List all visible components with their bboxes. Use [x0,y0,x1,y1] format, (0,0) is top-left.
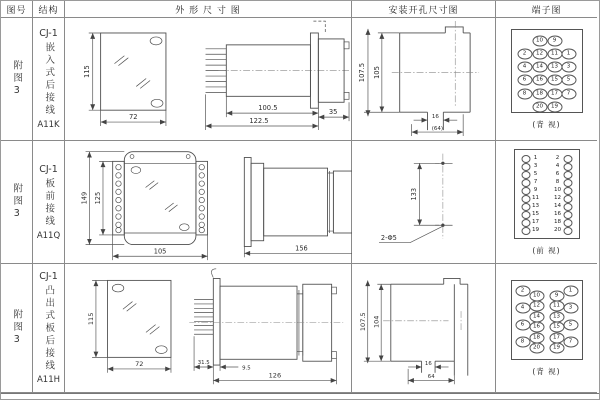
dim-label: 105 [153,246,166,255]
fig-no-label: 附图3 [11,182,23,222]
terminal-number: 15 [531,210,540,217]
terminal-9: 9 [547,35,562,46]
dim-label: 31.5 [197,359,210,366]
terminal-number: 12 [553,194,562,201]
view-label: (前 视) [532,245,561,255]
structure-a11k [33,18,65,141]
mount-label: 板前接线 [43,177,55,228]
dim-label: 72 [128,112,138,121]
terminal-15: 15 [549,321,564,332]
code-label: A11K [37,120,60,130]
terminal-17 [521,219,530,227]
fig-no-label: 附图3 [11,59,23,99]
terminal-16: 16 [529,321,544,332]
header-outline: 外 形 尺 寸 图 [65,1,352,18]
code-label: A11Q [36,230,61,241]
dim-label: 104 [371,315,380,328]
dim-label: 149 [80,191,89,204]
terminal-11: 11 [549,300,564,311]
terminal-number: 4 [555,162,560,169]
dim-label: 107.5 [358,311,367,331]
terminal-number: 10 [553,186,562,193]
terminal-7: 7 [561,88,576,99]
install-drawing-a11k [352,18,496,141]
dim-label: 64 [427,373,435,380]
fig-no-a11q [1,141,33,264]
terminal-14 [563,203,572,211]
terminal-6: 6 [517,74,532,85]
terminal-number: 19 [531,226,540,233]
dim-label: 16 [424,360,432,367]
install-drawing-a11q [352,141,496,264]
terminal-box [511,280,583,360]
terminal-4: 4 [515,302,530,313]
outline-drawing-a11k [65,18,352,141]
terminal-diagram-a11k [496,18,597,141]
install-drawing-a11h [352,264,496,393]
dim-label: 133 [409,187,418,201]
view-label: (背 视) [532,119,561,129]
terminal-number: 7 [533,178,538,185]
terminal-box [514,149,580,239]
terminal-number: 14 [553,202,562,209]
dim-label: 156 [294,243,308,252]
terminal-1: 1 [561,48,576,59]
dimension-table [1,1,599,394]
header-terminal: 端子图 [496,1,597,18]
terminal-9 [521,187,530,195]
terminal-4: 4 [517,61,532,72]
terminal-10: 10 [532,35,547,46]
terminal-number: 2 [555,154,560,161]
terminal-5: 5 [561,74,576,85]
terminal-2: 2 [515,285,530,296]
header-fig-no: 图号 [1,1,33,18]
terminal-19: 19 [549,342,564,353]
terminal-12 [563,195,572,203]
terminal-14: 14 [529,311,544,322]
dim-label: (64) [431,125,443,132]
terminal-13: 13 [547,61,562,72]
terminal-16: 16 [532,74,547,85]
dim-label: 122.5 [248,116,269,125]
mount-label: 嵌入式后接线 [43,42,55,117]
terminal-18 [563,219,572,227]
outline-drawing-a11q [65,141,352,264]
terminal-number: 5 [533,170,538,177]
terminal-12: 12 [529,300,544,311]
terminal-11 [521,195,530,203]
terminal-6 [563,171,572,179]
terminal-5 [521,171,530,179]
terminal-number: 6 [555,170,560,177]
terminal-box [511,29,583,113]
terminal-15: 15 [547,74,562,85]
terminal-3: 3 [561,61,576,72]
terminal-8: 8 [517,88,532,99]
model-label: CJ-1 [39,28,58,39]
structure-a11q [33,141,65,264]
terminal-number: 16 [553,210,562,217]
dim-label: 16 [431,113,439,120]
terminal-16 [563,211,572,219]
fig-no-label: 附图3 [11,308,23,348]
dim-label: 115 [86,312,95,325]
terminal-17: 17 [549,332,564,343]
terminal-12: 12 [532,48,547,59]
terminal-2: 2 [517,48,532,59]
terminal-17: 17 [547,88,562,99]
terminal-4 [563,163,572,171]
dim-label: 35 [328,107,337,116]
terminal-8 [563,179,572,187]
view-label: (背 视) [532,366,561,376]
terminal-diagram-a11q [496,141,597,264]
code-label: A11H [36,375,61,386]
dim-label: 107.5 [357,62,366,82]
fig-no-a11h [1,264,33,393]
terminal-13: 13 [549,311,564,322]
model-label: CJ-1 [39,270,58,282]
dim-label: 100.5 [257,103,278,112]
terminal-7 [521,179,530,187]
terminal-11: 11 [547,48,562,59]
terminal-7: 7 [563,336,578,347]
terminal-10 [563,187,572,195]
dim-label: 2-Φ5 [380,233,397,242]
dim-label: 125 [93,191,102,204]
terminal-6: 6 [515,319,530,330]
terminal-number: 13 [531,202,540,209]
header-structure: 结构 [33,1,65,18]
header-install: 安装开孔尺寸图 [352,1,496,18]
terminal-20: 20 [529,342,544,353]
dim-label: 105 [372,65,381,79]
terminal-diagram-a11h [496,264,597,393]
terminal-number: 17 [531,218,540,225]
fig-no-a11k [1,18,33,141]
dim-label: 115 [82,64,91,78]
terminal-3 [521,163,530,171]
terminal-15 [521,211,530,219]
terminal-18: 18 [532,88,547,99]
terminal-number: 8 [555,178,560,185]
terminal-number: 18 [553,218,562,225]
terminal-5: 5 [563,319,578,330]
terminal-number: 1 [533,154,538,161]
terminal-19: 19 [547,101,562,112]
dim-label: 72 [134,359,143,368]
terminal-19 [521,227,530,235]
dim-label: 9.5 [241,364,251,371]
dim-label: 126 [268,371,281,380]
terminal-14: 14 [532,61,547,72]
terminal-number: 11 [531,194,540,201]
terminal-1 [521,155,530,163]
terminal-20 [563,227,572,235]
terminal-9: 9 [549,290,564,301]
terminal-2 [563,155,572,163]
structure-a11h [33,264,65,393]
mount-label: 凸出式板后接线 [43,284,55,373]
terminal-number: 9 [533,186,538,193]
terminal-13 [521,203,530,211]
terminal-18: 18 [529,332,544,343]
terminal-number: 3 [533,162,538,169]
terminal-3: 3 [563,302,578,313]
terminal-10: 10 [529,290,544,301]
terminal-20: 20 [532,101,547,112]
terminal-8: 8 [515,336,530,347]
model-label: CJ-1 [39,163,58,175]
terminal-number: 20 [553,226,562,233]
terminal-1: 1 [563,285,578,296]
outline-drawing-a11h [65,264,352,393]
